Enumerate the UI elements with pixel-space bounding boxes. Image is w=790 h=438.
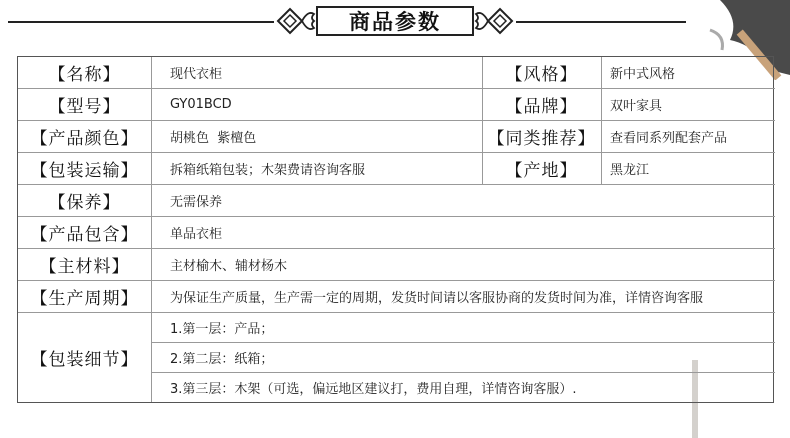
value-shipping: 拆箱纸箱包装；木架费请咨询客服 xyxy=(170,163,366,178)
value-style: 新中式风格 xyxy=(610,67,676,82)
header-left-line xyxy=(8,21,274,23)
value-model: GY01BCD xyxy=(170,97,232,112)
label-name: 【名称】 xyxy=(48,65,121,85)
page-title: 商品参数 xyxy=(349,10,441,34)
value-similar: 查看同系列配套产品 xyxy=(610,131,728,146)
label-color: 【产品颜色】 xyxy=(30,129,139,149)
label-similar: 【同类推荐】 xyxy=(487,129,596,149)
packaging-line-3: 3.第三层：木架（可选，偏远地区建议打，费用自理，详情咨询客服）. xyxy=(170,382,577,397)
value-maintenance: 无需保养 xyxy=(170,195,223,210)
left-ornament-icon xyxy=(276,4,316,38)
label-origin: 【产地】 xyxy=(505,161,578,181)
packaging-line-1: 1.第一层：产品； xyxy=(170,322,274,337)
label-brand: 【品牌】 xyxy=(505,97,578,117)
label-maintenance: 【保养】 xyxy=(48,193,121,213)
value-production-cycle: 为保证生产质量，生产需一定的周期，发货时间请以客服协商的发货时间为准，详情咨询客服 xyxy=(170,291,704,306)
value-includes: 单品衣柜 xyxy=(170,227,223,242)
label-model: 【型号】 xyxy=(48,97,121,117)
value-origin: 黑龙江 xyxy=(610,163,650,178)
value-material: 主材榆木、辅材杨木 xyxy=(170,259,288,274)
value-color: 胡桃色 紫檀色 xyxy=(170,131,257,146)
params-table xyxy=(17,56,774,403)
value-name: 现代衣柜 xyxy=(170,67,223,82)
page-header xyxy=(0,0,790,48)
title-box xyxy=(316,6,474,36)
label-material: 【主材料】 xyxy=(39,257,130,277)
header-right-line xyxy=(516,21,686,23)
label-includes: 【产品包含】 xyxy=(30,225,139,245)
value-brand: 双叶家具 xyxy=(610,99,663,114)
right-ornament-icon xyxy=(474,4,514,38)
label-production-cycle: 【生产周期】 xyxy=(30,289,139,309)
label-shipping: 【包装运输】 xyxy=(30,161,139,181)
label-style: 【风格】 xyxy=(505,65,578,85)
label-packaging: 【包装细节】 xyxy=(30,350,139,370)
packaging-line-2: 2.第二层：纸箱； xyxy=(170,352,274,367)
